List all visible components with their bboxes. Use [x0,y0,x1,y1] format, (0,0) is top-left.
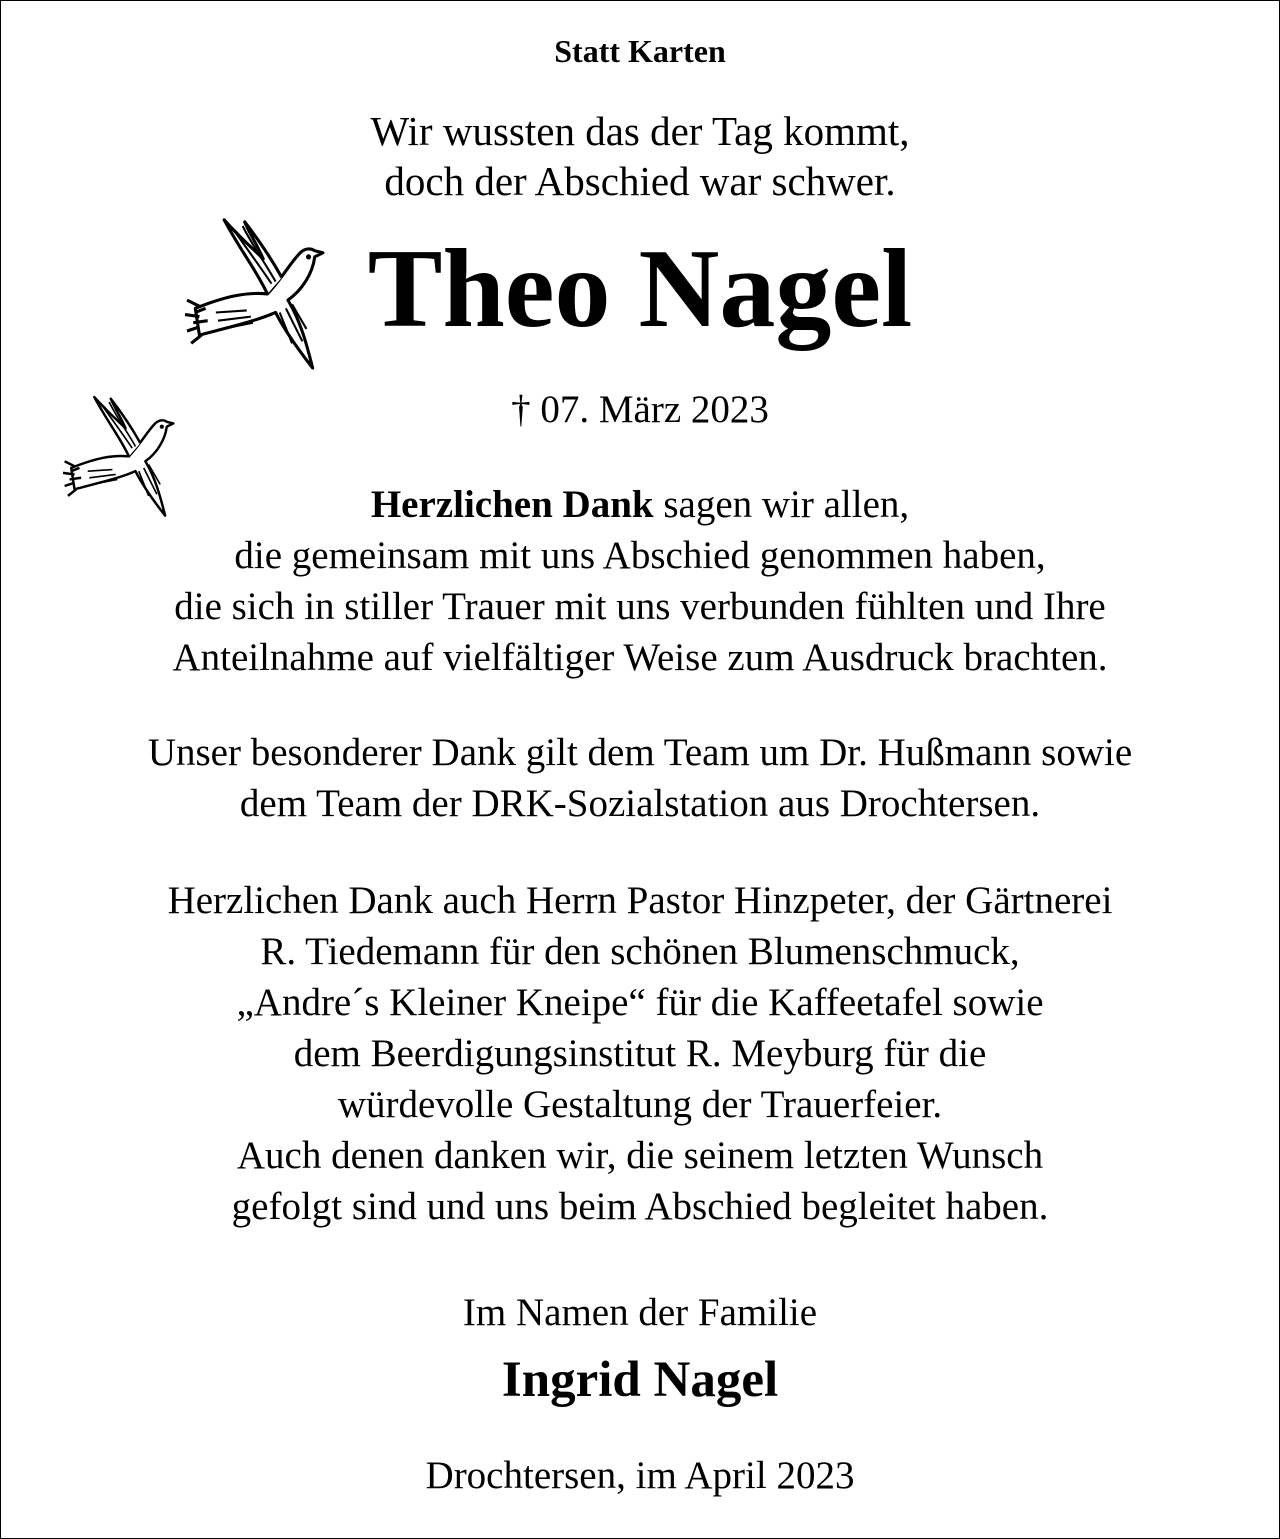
deceased-name: Theo Nagel [367,227,913,351]
thanks-line: die gemeinsam mit uns Abschied genommen haben, [234,534,1046,577]
header-statt-karten: Statt Karten [554,33,726,69]
further-thanks-line: würdevolle Gestaltung der Trauerfeier. [337,1083,943,1126]
further-thanks-line: R. Tiedemann für den schönen Blumenschmuck, [260,930,1020,973]
further-thanks-line: „Andre´s Kleiner Kneipe“ für die Kaffeetafel sowie [236,981,1044,1024]
thanks-line: Anteilnahme auf vielfältiger Weise zum Ausdruck brachten. [172,636,1108,679]
death-date: † 07. März 2023 [511,388,769,431]
signature-intro: Im Namen der Familie [462,1291,818,1334]
thanks-intro-rest: sagen wir allen, [653,483,910,526]
further-thanks-line: gefolgt sind und uns beim Abschied begleitet haben. [231,1185,1049,1228]
further-thanks-line: Auch denen danken wir, die seinem letzten Wunsch [236,1134,1044,1177]
thanks-intro-bold: Herzlichen Dank [370,483,654,526]
thanks-line: die sich in stiller Trauer mit uns verbunden fühlten und Ihre [174,585,1106,628]
motto-line-1: Wir wussten das der Tag kommt, [370,108,910,154]
family-name: Ingrid Nagel [501,1352,779,1408]
thanks-intro [1,479,1279,530]
special-thanks-line: dem Team der DRK-Sozialstation aus Drochtersen. [239,782,1041,825]
motto-line-2: doch der Abschied war schwer. [384,158,896,204]
place-date: Drochtersen, im April 2023 [425,1454,855,1497]
further-thanks-line: dem Beerdigungsinstitut R. Meyburg für die [293,1032,987,1075]
further-thanks-line: Herzlichen Dank auch Herrn Pastor Hinzpeter, der Gärtnerei [167,879,1113,922]
special-thanks-line: Unser besonderer Dank gilt dem Team um Dr. Hußmann sowie [147,731,1133,774]
